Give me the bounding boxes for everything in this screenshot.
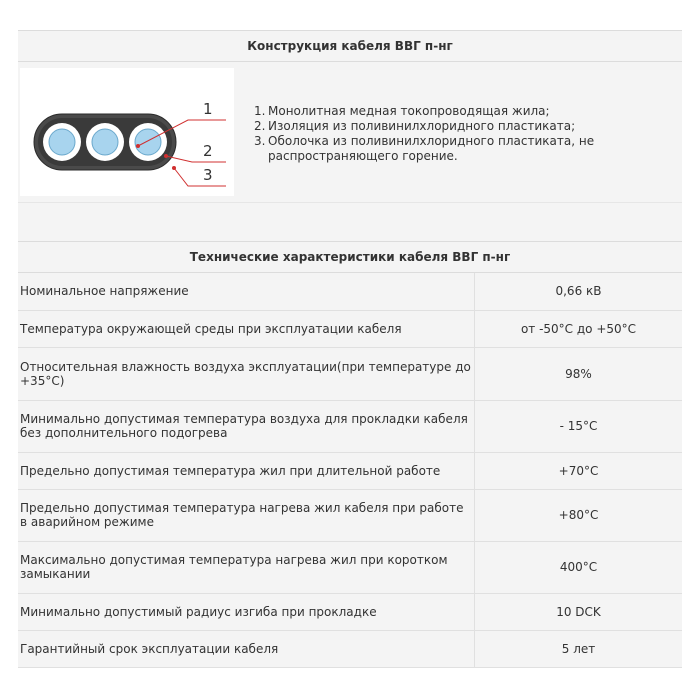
specs-table: [18, 273, 682, 668]
spec-value: +70°С: [475, 452, 683, 489]
legend-item-number: 3.: [254, 134, 266, 148]
spec-value: 98%: [475, 347, 683, 400]
legend-item-number: 1.: [254, 104, 266, 118]
table-row: [18, 400, 682, 452]
table-row: [18, 489, 682, 541]
spec-param: Относительная влажность воздуха эксплуатации(при температуре до +35°С): [18, 347, 475, 400]
spec-value: 5 лет: [475, 630, 683, 667]
leader-dot-2: [164, 154, 168, 158]
leader-dot-1: [136, 144, 140, 148]
leader-dot-3: [172, 166, 176, 170]
core-3-conductor: [135, 129, 161, 155]
legend-item-text: Оболочка из поливинилхлоридного пластиката, не распространяющего горение.: [268, 134, 595, 163]
spec-param: Температура окружающей среды при эксплуатации кабеля: [18, 310, 475, 347]
legend-item-number: 2.: [254, 119, 266, 133]
spec-value: - 15°С: [475, 400, 683, 452]
leader-line-3: [174, 168, 226, 186]
spec-param: Предельно допустимая температура жил при длительной работе: [18, 452, 475, 489]
table-row: [18, 273, 682, 310]
specs-title: Технические характеристики кабеля ВВГ п-нг: [18, 241, 682, 273]
spec-param: Предельно допустимая температура нагрева жил кабеля при работе в аварийном режиме: [18, 489, 475, 541]
construction-legend: [254, 104, 608, 164]
spec-value: +80°С: [475, 489, 683, 541]
spec-param: Минимально допустимый радиус изгиба при прокладке: [18, 593, 475, 630]
table-row: [18, 310, 682, 347]
table-row: [18, 347, 682, 400]
cable-cross-section-diagram: [20, 68, 234, 196]
legend-item-text: Изоляция из поливинилхлоридного пластиката;: [268, 119, 576, 133]
spec-param: Гарантийный срок эксплуатации кабеля: [18, 630, 475, 667]
diagram-label-1: 1: [203, 100, 213, 118]
cable-diagram-svg: [20, 68, 234, 196]
legend-item-text: Монолитная медная токопроводящая жила;: [268, 104, 550, 118]
section-spacer: [18, 203, 682, 241]
table-row: [18, 593, 682, 630]
leader-line-2: [166, 156, 226, 162]
construction-section: [18, 62, 682, 203]
diagram-label-2: 2: [203, 142, 213, 160]
legend-item: [254, 104, 608, 119]
construction-title: Конструкция кабеля ВВГ п-нг: [18, 30, 682, 62]
legend-item: [254, 119, 608, 134]
table-row: [18, 452, 682, 489]
spec-param: Минимально допустимая температура воздуха для прокладки кабеля без дополнительного подогрева: [18, 400, 475, 452]
core-2-conductor: [92, 129, 118, 155]
core-1-conductor: [49, 129, 75, 155]
spec-value: 0,66 кВ: [475, 273, 683, 310]
spec-value: 400°С: [475, 541, 683, 593]
spec-param: Максимально допустимая температура нагрева жил при коротком замыкании: [18, 541, 475, 593]
spec-param: Номинальное напряжение: [18, 273, 475, 310]
table-row: [18, 541, 682, 593]
spec-value: от -50°С до +50°С: [475, 310, 683, 347]
table-row: [18, 630, 682, 667]
spec-value: 10 DCK: [475, 593, 683, 630]
diagram-label-3: 3: [203, 166, 213, 184]
legend-item: [254, 134, 608, 164]
cable-info-panel: [18, 30, 682, 668]
